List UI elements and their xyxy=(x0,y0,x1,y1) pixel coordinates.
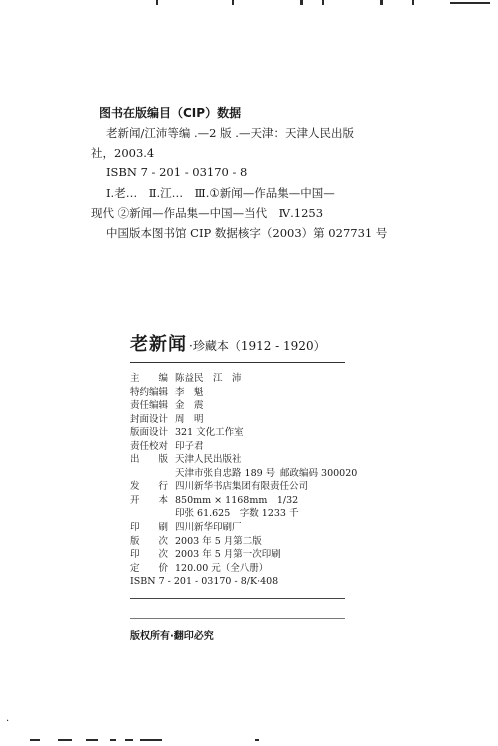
info-row xyxy=(130,386,370,400)
info-row-isbn xyxy=(130,575,370,589)
info-row xyxy=(130,399,370,413)
scan-bottom-edge xyxy=(0,735,260,745)
copyright-divider xyxy=(130,618,345,619)
cip-line-3: ISBN 7 - 201 - 03170 - 8 xyxy=(106,165,248,179)
info-value: 周 明 xyxy=(175,413,204,425)
isbn-line: ISBN 7 - 201 - 03170 - 8/K·408 xyxy=(130,576,279,587)
info-row xyxy=(130,521,370,535)
title-divider xyxy=(130,362,345,363)
info-row xyxy=(130,494,370,508)
info-value: 天津市张自忠路 189 号 xyxy=(175,467,276,479)
info-row xyxy=(130,372,370,386)
info-value: 四川新华印刷厂 xyxy=(175,522,242,533)
info-label: 封面设计 xyxy=(130,413,169,425)
info-label: 主 编 xyxy=(130,373,169,384)
info-row xyxy=(130,548,370,562)
info-value: 2003 年 5 月第二版 xyxy=(175,535,262,547)
margin-mark: · xyxy=(6,716,10,727)
info-row xyxy=(130,440,370,454)
cip-line-4: Ⅰ.老… Ⅱ.江… Ⅲ.①新闻—作品集—中国— xyxy=(106,186,335,200)
info-label: 版 次 xyxy=(130,535,169,547)
info-value-secondary: 邮政编码 300020 xyxy=(280,467,358,479)
info-label: 版面设计 xyxy=(130,427,169,438)
info-value: 321 文化工作室 xyxy=(175,427,244,438)
info-label: 特约编辑 xyxy=(130,386,169,398)
cip-line-6: 中国版本图书馆 CIP 数据核字（2003）第 027731 号 xyxy=(106,226,388,240)
info-label: 定 价 xyxy=(130,562,169,574)
info-row xyxy=(130,426,370,440)
book-title: 老新闻 xyxy=(130,334,187,355)
info-label: 出 版 xyxy=(130,454,169,465)
info-bottom-divider xyxy=(130,598,345,599)
info-label: 责任校对 xyxy=(130,440,169,452)
info-label: 开 本 xyxy=(130,494,169,506)
info-value: 2003 年 5 月第一次印刷 xyxy=(175,549,281,560)
cip-line-1: 老新闻/江沛等编 .—2 版 .—天津：天津人民出版 xyxy=(106,126,354,140)
info-value: 陈益民 江 沛 xyxy=(175,373,242,384)
info-row xyxy=(130,467,370,481)
cip-line-2: 社，2003.4 xyxy=(91,146,155,160)
book-subtitle: ·珍藏本（1912 - 1920） xyxy=(189,339,326,353)
info-value: 金 震 xyxy=(175,400,204,411)
info-label: 发 行 xyxy=(130,481,169,492)
publication-info xyxy=(130,372,370,589)
info-row xyxy=(130,562,370,576)
info-row xyxy=(130,507,370,521)
info-value: 印子君 xyxy=(175,440,204,452)
info-label: 印 次 xyxy=(130,549,169,560)
info-value: 印张 61.625 字数 1233 千 xyxy=(175,508,299,519)
cip-heading: 图书在版编目（CIP）数据 xyxy=(99,106,242,120)
scan-top-edge xyxy=(150,0,498,6)
info-value: 四川新华书店集团有限责任公司 xyxy=(175,481,309,492)
book-title-block xyxy=(130,330,326,356)
info-row xyxy=(130,413,370,427)
info-value: 120.00 元（全八册） xyxy=(175,562,269,574)
cip-line-5: 现代 ②新闻—作品集—中国—当代 Ⅳ.1253 xyxy=(91,206,324,220)
info-value: 天津人民出版社 xyxy=(175,454,242,465)
copyright-notice: 版权所有·翻印必究 xyxy=(130,631,214,642)
info-label: 责任编辑 xyxy=(130,400,169,411)
info-row xyxy=(130,480,370,494)
info-value: 850mm × 1168mm 1/32 xyxy=(175,494,299,506)
info-label: 印 刷 xyxy=(130,522,169,533)
info-row xyxy=(130,453,370,467)
info-value: 李 魁 xyxy=(175,386,204,398)
info-row xyxy=(130,535,370,549)
